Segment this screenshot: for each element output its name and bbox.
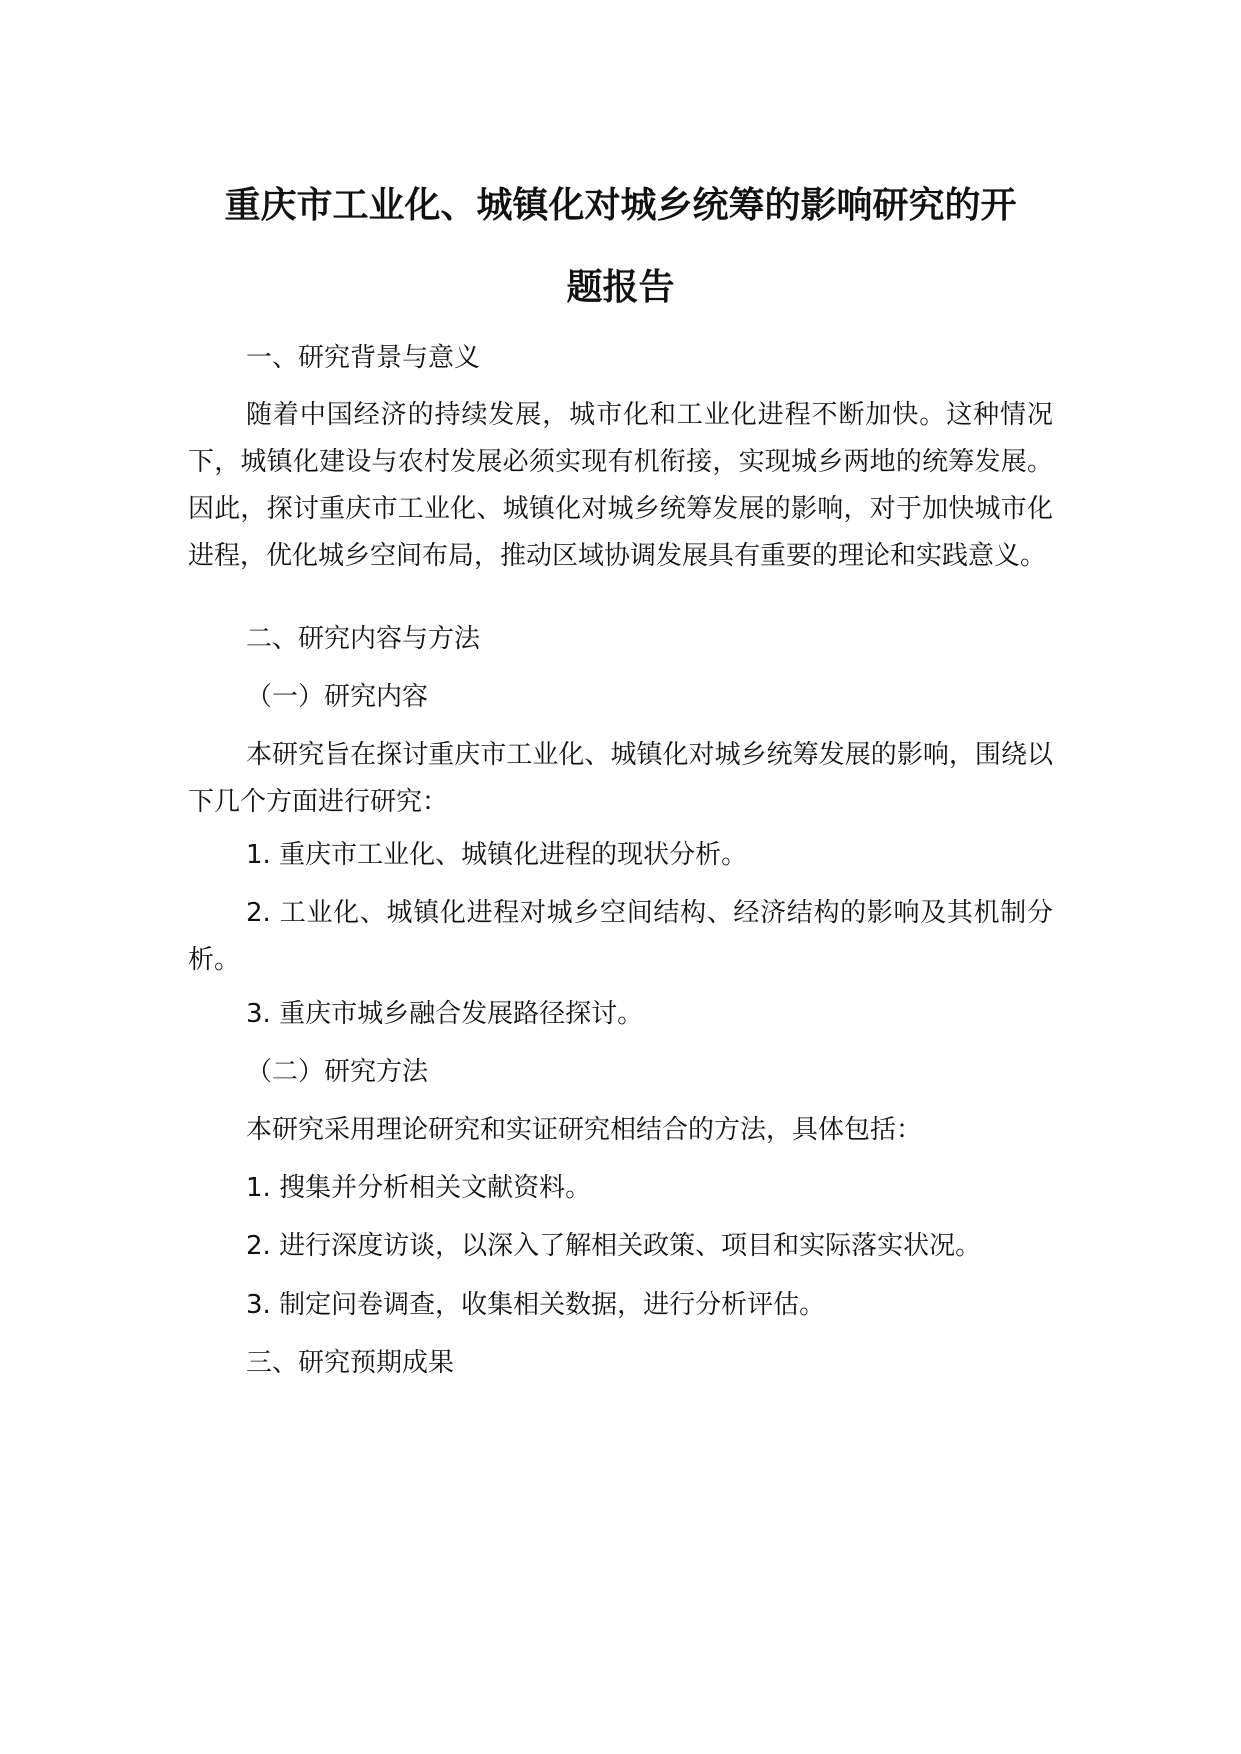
list-item-method-3: 3. 制定问卷调查，收集相关数据，进行分析评估。 (246, 1290, 826, 1320)
list-item-content-1: 1. 重庆市工业化、城镇化进程的现状分析。 (246, 840, 748, 870)
list-item-method-1: 1. 搜集并分析相关文献资料。 (246, 1173, 592, 1203)
list-item-content-3: 3. 重庆市城乡融合发展路径探讨。 (246, 999, 644, 1029)
paragraph-background-body: 随着中国经济的持续发展，城市化和工业化进程不断加快。这种情况下，城镇化建设与农村发展必须实现有机衔接，实现城乡两地的统筹发展。因此，探讨重庆市工业化、城镇化对城乡统筹发展的影响，对于加快城市化进程，优化城乡空间布局，推动区域协调发展具有重要的理论和实践意义。 (188, 400, 1053, 571)
section-heading-content-method: 二、研究内容与方法 (246, 624, 481, 654)
list-item-method-2: 2. 进行深度访谈，以深入了解相关政策、项目和实际落实状况。 (246, 1231, 982, 1261)
subsection-heading-content: （一）研究内容 (246, 682, 429, 712)
document-title-line-2: 题报告 (566, 267, 675, 308)
paragraph-method-intro: 本研究采用理论研究和实证研究相结合的方法，具体包括： (246, 1115, 923, 1145)
list-item-content-2: 2. 工业化、城镇化进程对城乡空间结构、经济结构的影响及其机制分析。 (188, 898, 1053, 975)
document-title-line-1: 重庆市工业化、城镇化对城乡统筹的影响研究的开 (224, 185, 1017, 226)
subsection-heading-method: （二）研究方法 (246, 1057, 429, 1087)
section-heading-expected-results: 三、研究预期成果 (246, 1348, 455, 1378)
section-heading-background: 一、研究背景与意义 (246, 343, 481, 373)
paragraph-content-intro: 本研究旨在探讨重庆市工业化、城镇化对城乡统筹发展的影响，围绕以下几个方面进行研究： (188, 740, 1053, 817)
